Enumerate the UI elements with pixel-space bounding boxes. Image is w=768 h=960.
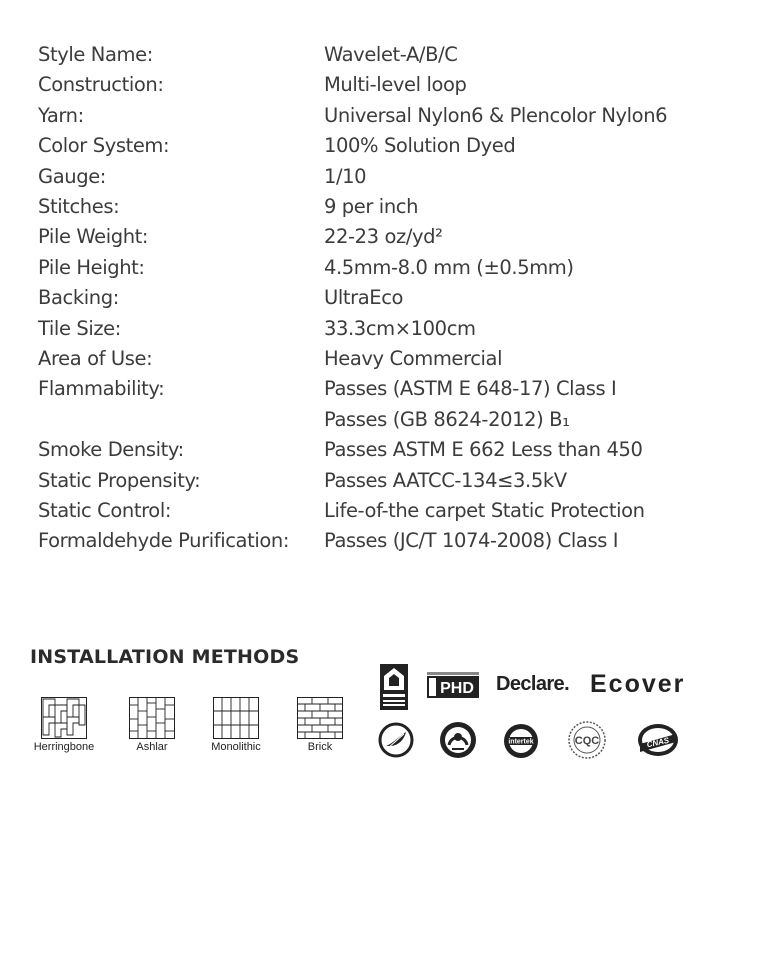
spec-row [38,222,738,252]
spec-value: 4.5mm-8.0 mm (±0.5mm) [324,255,574,279]
spec-value: 33.3cm×100cm [324,316,476,340]
spec-row [38,192,738,222]
spec-label: Backing: [38,286,119,310]
spec-label: Color System: [38,134,170,158]
spec-value-group [324,253,738,283]
spec-value: Passes (JC/T 1074-2008) Class I [324,529,619,553]
spec-label: Pile Weight: [38,225,149,249]
spec-row [38,466,738,496]
monolithic-method [196,697,276,753]
spec-row [38,526,738,556]
spec-label: Yarn: [38,103,84,127]
spec-row [38,374,738,435]
cqc-cert-logo [565,720,609,764]
spec-value-group [324,131,738,161]
spec-value-group [324,526,738,556]
usgbc-logo [380,664,408,714]
phd-logo [427,672,479,704]
spec-value-group [324,70,738,100]
spec-row [38,162,738,192]
spec-value-group [324,466,738,496]
cnas-seal-icon [634,722,682,758]
spec-value: Wavelet-A/B/C [324,43,458,66]
ashlar-label: Ashlar [136,741,168,753]
herringbone-label: Herringbone [33,741,95,753]
brick-label: Brick [307,741,333,753]
phd-logo-text: PHD [440,680,474,697]
spec-value: UltraEco [324,286,404,310]
brick-method [280,697,360,753]
leaf-seal-icon [378,722,414,758]
cqc-seal-icon [565,720,609,760]
ashlar-method [112,697,192,753]
intertek-logo-text: intertek [508,738,534,746]
spec-value: Passes ASTM E 662 Less than 450 [324,438,643,462]
spec-value: Passes (GB 8624-2012) B₁ [324,407,570,431]
cqc-logo-text: CQC [574,735,600,747]
spec-value-group [324,374,738,435]
spec-value: Universal Nylon6 & Plencolor Nylon6 [324,103,668,127]
spec-table [38,40,738,557]
spec-label: Smoke Density: [38,438,184,462]
ecover-logo: Ecover [590,670,686,698]
spec-row [38,496,738,526]
spec-row [38,40,738,70]
spec-label: Formaldehyde Purification: [38,529,290,553]
spec-value-group [324,192,738,222]
green-leaf-cert-logo [378,722,414,762]
declare-logo: Declare. [496,673,570,695]
cnas-logo-text: CNAS [645,735,670,750]
spec-value-group [324,222,738,252]
spec-row [38,283,738,313]
spec-value: 1/10 [324,164,367,188]
spec-row [38,101,738,131]
spec-value: Passes AATCC-134≤3.5kV [324,468,567,492]
spec-label: Flammability: [38,377,165,401]
spec-label: Gauge: [38,164,106,188]
monolithic-pattern-icon [213,697,259,739]
spec-value: Multi-level loop [324,73,467,97]
brick-pattern-icon [297,697,343,739]
spec-label: Pile Height: [38,255,145,279]
spec-row [38,70,738,100]
spec-value-group [324,344,738,374]
spec-value: 100% Solution Dyed [324,134,516,158]
spec-row [38,344,738,374]
herringbone-pattern-icon [41,697,87,739]
spec-value: 9 per inch [324,195,419,219]
installation-methods-title: INSTALLATION METHODS [30,646,300,668]
spec-row [38,435,738,465]
spec-label: Stitches: [38,195,120,219]
spec-value-group [324,40,738,70]
china-environmental-cert-logo [438,720,478,764]
spec-value-group [324,435,738,465]
spec-value: Passes (ASTM E 648-17) Class I [324,377,617,401]
spec-row [38,253,738,283]
herringbone-method [24,697,104,753]
spec-value: Heavy Commercial [324,347,503,371]
environmental-seal-icon [438,720,478,760]
spec-value: 22-23 oz/yd² [324,225,443,249]
spec-label: Tile Size: [38,316,121,340]
spec-label: Area of Use: [38,347,153,371]
phd-logo-icon [427,672,479,700]
spec-value-group [324,101,738,131]
intertek-cert-logo [502,722,540,764]
spec-row [38,131,738,161]
spec-value: Life-of-the carpet Static Protection [324,499,645,523]
spec-value-group [324,496,738,526]
spec-value-group [324,314,738,344]
cnas-cert-logo [634,722,682,762]
monolithic-label: Monolithic [211,741,261,753]
spec-label: Static Control: [38,499,172,523]
usgbc-leaf-icon [380,664,408,710]
spec-value-group [324,283,738,313]
spec-row [38,314,738,344]
spec-label: Static Propensity: [38,468,201,492]
spec-value-group [324,162,738,192]
spec-label: Style Name: [38,43,153,66]
spec-label: Construction: [38,73,164,97]
intertek-seal-icon [502,722,540,760]
ashlar-pattern-icon [129,697,175,739]
